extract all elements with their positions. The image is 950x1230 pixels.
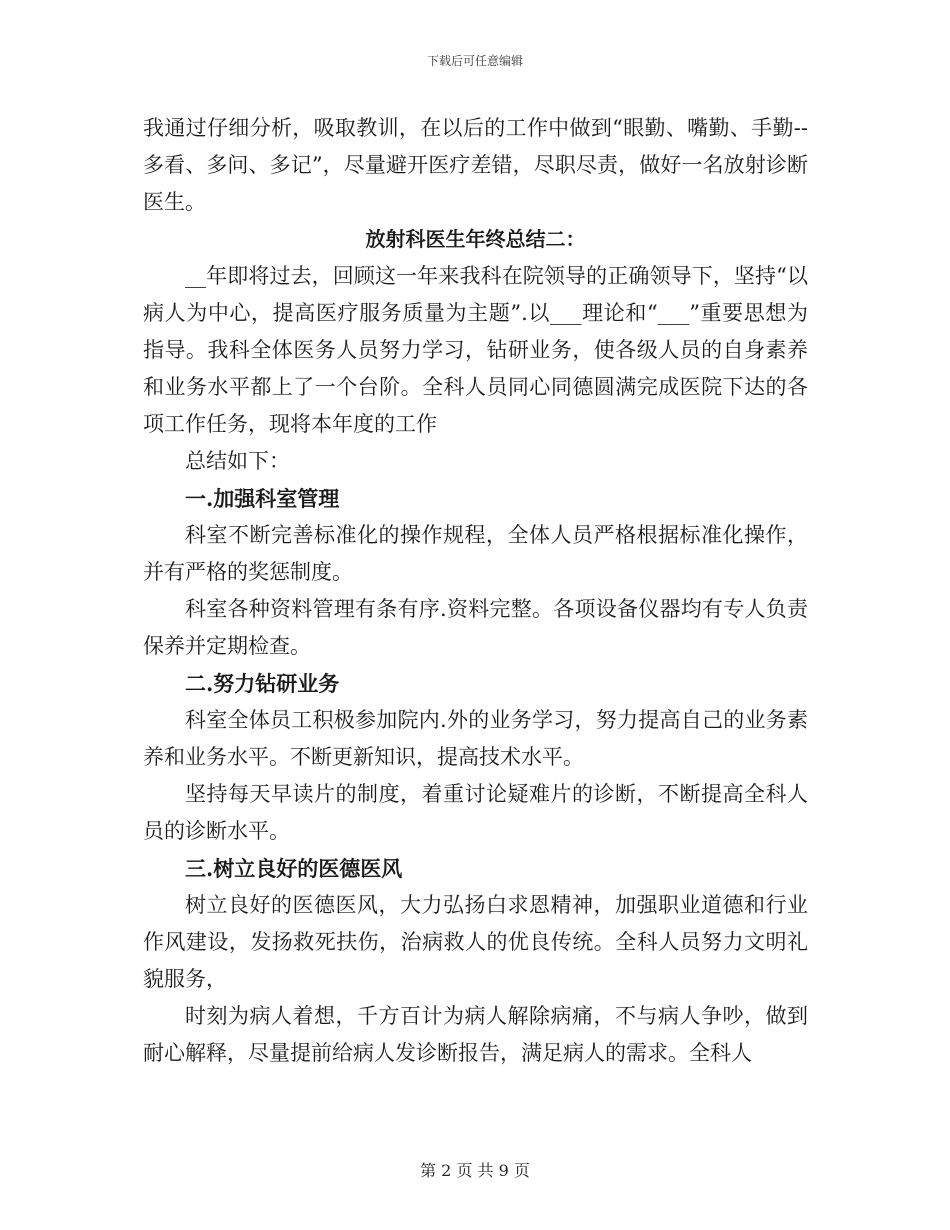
paragraph-5: 科室各种资料管理有条有序.资料完整。各项设备仪器均有专人负责保养并定期检查。 — [143, 597, 808, 658]
section-title: 放射科医生年终总结二： — [365, 227, 586, 251]
paragraph-8: 树立良好的医德医风，大力弘扬白求恩精神，加强职业道德和行业作风建设，发扬救死扶伤，治病救人的优良传统。全科人员努力文明礼貌服务， — [143, 893, 808, 991]
paragraph-9: 时刻为病人着想，千方百计为病人解除病痛，不与病人争吵，做到耐心解释，尽量提前给病人发诊断报告，满足病人的需求。全科人 — [143, 1004, 808, 1065]
paragraph-7: 坚持每天早读片的制度，着重讨论疑难片的诊断，不断提高全科人员的诊断水平。 — [143, 782, 808, 843]
heading-2: 二.努力钻研业务 — [185, 671, 340, 696]
paragraph-3: 总结如下： — [185, 449, 290, 473]
paragraph-4: 科室不断完善标准化的操作规程，全体人员严格根据标准化操作，并有严格的奖惩制度。 — [143, 523, 808, 584]
paragraph-6: 科室全体员工积极参加院内.外的业务学习，努力提高自己的业务素养和业务水平。不断更新知识，提高技术水平。 — [143, 708, 808, 769]
paragraph-2: __年即将过去，回顾这一年来我科在院领导的正确领导下，坚持“以病人为中心，提高医疗服务质量为主题”.以___理论和“___”重要思想为指导。我科全体医务人员努力学习，钻研业务，使各级人员的自身素养和业务水平都上了一个台阶。全科人员同心同德圆满完成医院下达的各项工作任务，现将本年度的工作 — [143, 264, 808, 436]
heading-1: 一.加强科室管理 — [185, 486, 340, 511]
document-body — [143, 110, 808, 1072]
paragraph-1: 我通过仔细分析，吸取教训，在以后的工作中做到“眼勤、嘴勤、手勤--多看、多问、多记”，尽量避开医疗差错，尽职尽责，做好一名放射诊断医生。 — [143, 116, 808, 214]
heading-3: 三.树立良好的医德医风 — [185, 856, 403, 881]
page-header: 下载后可任意编辑 — [426, 54, 523, 68]
page-footer: 第 2 页 共 9 页 — [420, 1161, 530, 1180]
